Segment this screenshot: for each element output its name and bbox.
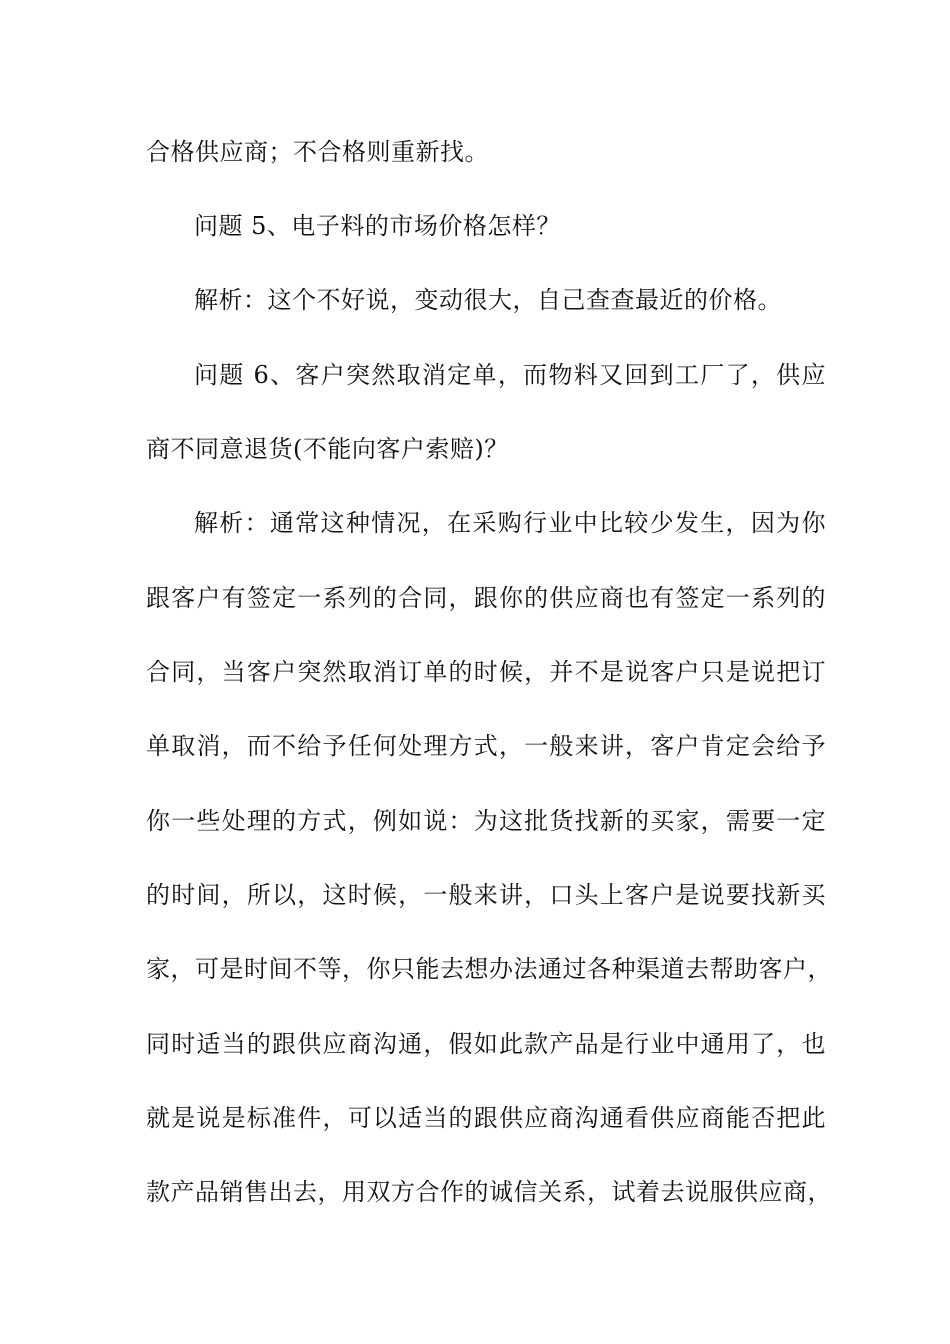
text-line: 同时适当的跟供应商沟通，假如此款产品是行业中通用了，也: [146, 1030, 826, 1058]
text-line: 家，可是时间不等，你只能去想办法通过各种渠道去帮助客户，: [146, 955, 832, 983]
text-line: 你一些处理的方式，例如说：为这批货找新的买家，需要一定: [146, 807, 826, 835]
text-line: 商不同意退货(不能向客户索赔)？: [146, 435, 509, 463]
text-line: 合格供应商；不合格则重新找。: [146, 138, 489, 166]
text-line: 款产品销售出去，用双方合作的诚信关系，试着去说服供应商，: [146, 1178, 832, 1206]
question-heading: 问题 6、客户突然取消定单，而物料又回到工厂了，供应: [194, 361, 826, 389]
answer-line: 解析：通常这种情况，在采购行业中比较少发生，因为你: [194, 509, 826, 537]
answer-line: 解析：这个不好说，变动很大，自己查查最近的价格。: [194, 286, 782, 314]
text-line: 就是说是标准件，可以适当的跟供应商沟通看供应商能否把此: [146, 1104, 826, 1132]
text-line: 的时间，所以，这时候，一般来讲，口头上客户是说要找新买: [146, 881, 826, 909]
text-line: 跟客户有签定一系列的合同，跟你的供应商也有签定一系列的: [146, 584, 826, 612]
text-line: 单取消，而不给予任何处理方式，一般来讲，客户肯定会给予: [146, 732, 826, 760]
question-heading: 问题 5、电子料的市场价格怎样？: [194, 212, 561, 240]
text-line: 合同，当客户突然取消订单的时候，并不是说客户只是说把订: [146, 658, 826, 686]
